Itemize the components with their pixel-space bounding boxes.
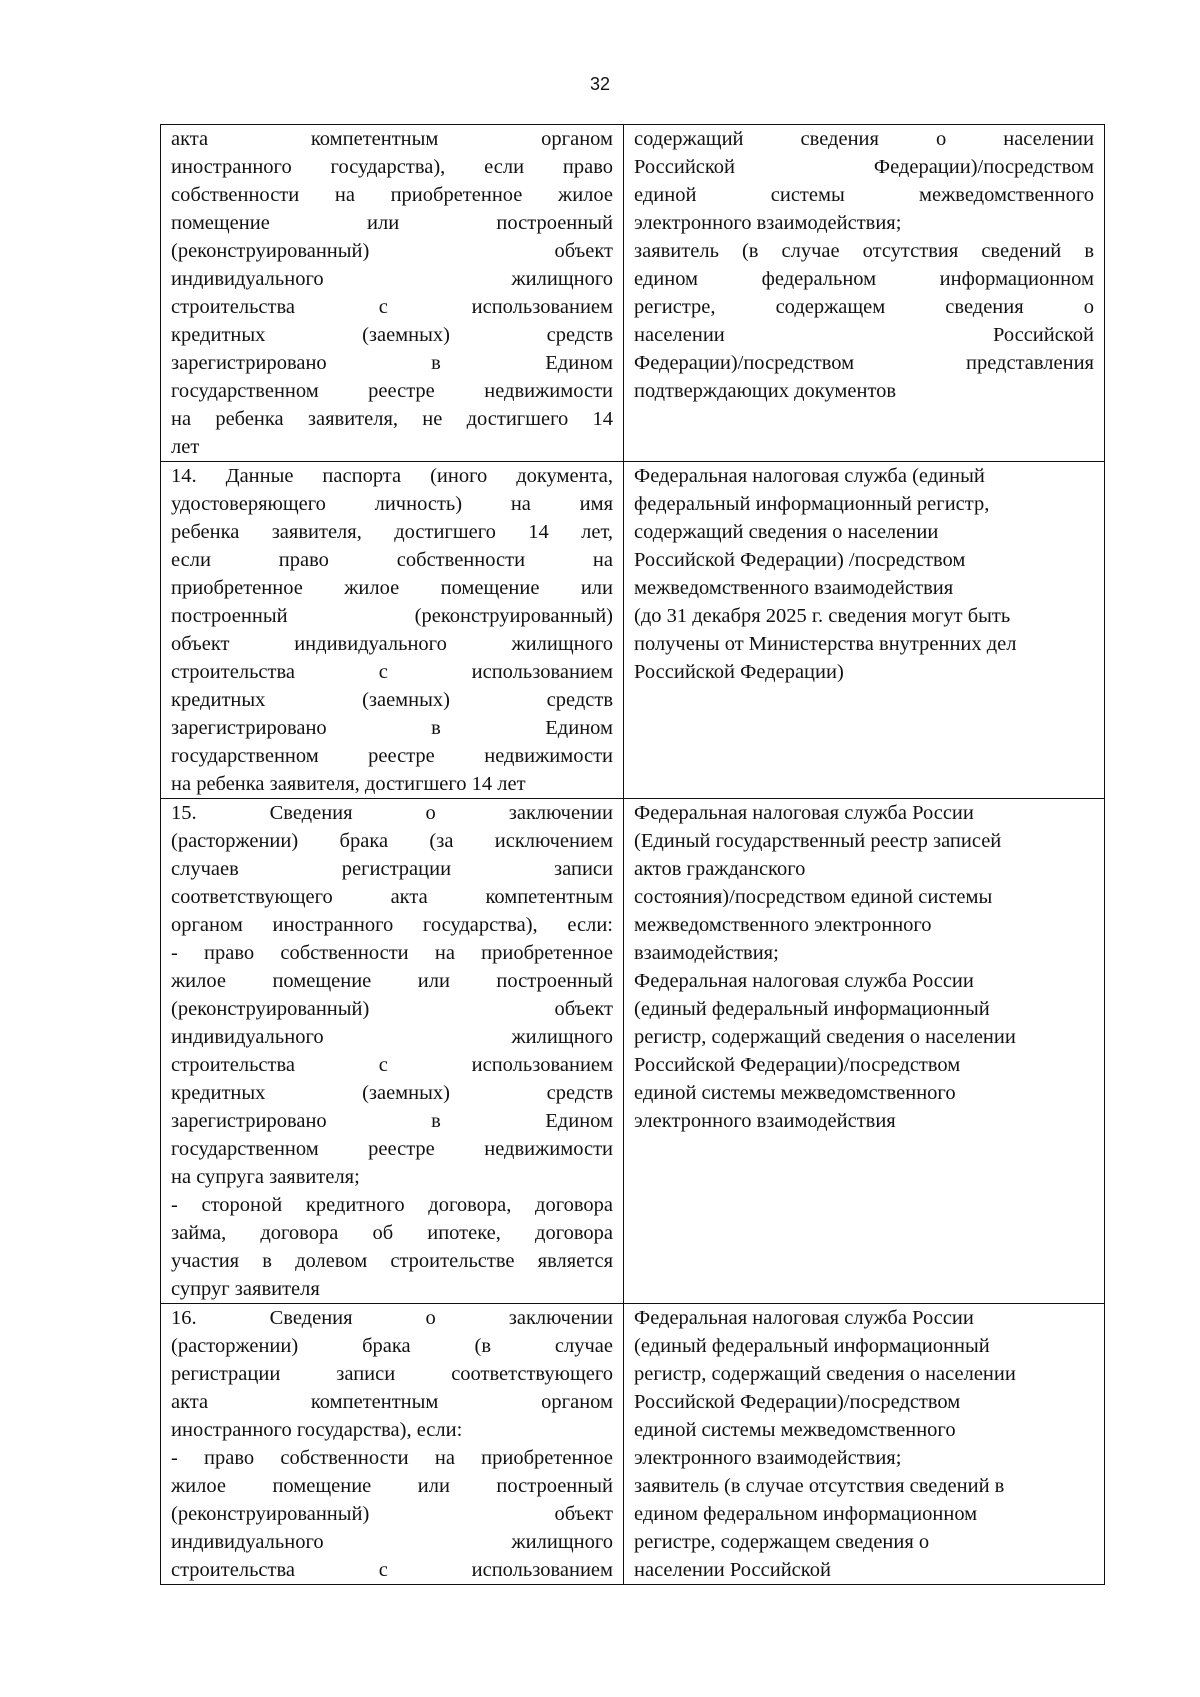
text-line: построенный (реконструированный): [171, 605, 613, 627]
text-line: зарегистрировано в Едином: [171, 352, 613, 374]
text-line: электронного взаимодействия;: [634, 1447, 902, 1469]
text-line: (реконструированный) объект: [171, 998, 613, 1020]
text-line: взаимодействия;: [634, 942, 779, 964]
text-line: (Единый государственный реестр записей: [634, 830, 1002, 852]
text-line: состояния)/посредством единой системы: [634, 886, 993, 908]
text-line: (реконструированный) объект: [171, 240, 613, 262]
text-line: приобретенное жилое помещение или: [171, 577, 613, 599]
text-line: объект индивидуального жилищного: [171, 633, 613, 655]
text-line: кредитных (заемных) средств: [171, 689, 613, 711]
text-line: регистр, содержащий сведения о населении: [634, 1026, 1016, 1048]
text-line: заявитель (в случае отсутствия сведений в: [634, 1475, 1005, 1497]
text-line: зарегистрировано в Едином: [171, 717, 613, 739]
text-line: удостоверяющего личность) на имя: [171, 493, 613, 515]
text-line: кредитных (заемных) средств: [171, 1082, 613, 1104]
text-line: актов гражданского: [634, 858, 806, 880]
text-line: помещение или построенный: [171, 212, 613, 234]
text-line: займа, договора об ипотеке, договора: [171, 1222, 613, 1244]
text-line: - стороной кредитного договора, договора: [171, 1194, 613, 1216]
text-line: подтверждающих документов: [634, 380, 897, 402]
text-line: Федеральная налоговая служба России: [634, 970, 974, 992]
page-number: 32: [589, 74, 611, 94]
text-line: (единый федеральный информационный: [634, 998, 990, 1020]
requirement-cell: [161, 799, 624, 1304]
requirement-cell: [161, 1304, 624, 1585]
text-line: (расторжении) брака (в случае: [171, 1335, 613, 1357]
table-row: [161, 462, 1105, 799]
text-line: едином федеральном информационном: [634, 1503, 978, 1525]
text-line: Российской Федерации)/посредством: [634, 1054, 961, 1076]
text-line: содержащий сведения о населении: [634, 128, 1094, 150]
text-line: государственном реестре недвижимости: [171, 1138, 613, 1160]
text-line: на ребенка заявителя, достигшего 14 лет: [171, 773, 526, 795]
text-line: собственности на приобретенное жилое: [171, 184, 613, 206]
table-row: [161, 125, 1105, 462]
text-line: строительства с использованием: [171, 1559, 613, 1581]
text-line: населении Российской: [634, 324, 1094, 346]
text-line: строительства с использованием: [171, 1054, 613, 1076]
text-line: регистре, содержащем сведения о: [634, 296, 1094, 318]
text-line: (расторжении) брака (за исключением: [171, 830, 613, 852]
text-line: единой системы межведомственного: [634, 1082, 956, 1104]
text-line: населении Российской: [634, 1559, 831, 1581]
text-line: содержащий сведения о населении: [634, 521, 939, 543]
text-line: получены от Министерства внутренних дел: [634, 633, 1017, 655]
text-line: единой системы межведомственного: [634, 1419, 956, 1441]
source-cell: [624, 799, 1105, 1304]
text-line: - право собственности на приобретенное: [171, 1447, 613, 1469]
text-line: строительства с использованием: [171, 661, 613, 683]
text-line: регистрации записи соответствующего: [171, 1363, 613, 1385]
text-line: жилое помещение или построенный: [171, 970, 613, 992]
text-line: (до 31 декабря 2025 г. сведения могут быть: [634, 605, 1011, 627]
table-body: [161, 125, 1105, 1585]
text-line: акта компетентным органом: [171, 1391, 613, 1413]
text-line: Федеральная налоговая служба России: [634, 802, 974, 824]
text-line: электронного взаимодействия;: [634, 212, 902, 234]
document-table: [160, 124, 1105, 1585]
text-line: жилое помещение или построенный: [171, 1475, 613, 1497]
text-line: межведомственного взаимодействия: [634, 577, 954, 599]
text-line: Российской Федерации)/посредством: [634, 1391, 961, 1413]
source-cell: [624, 462, 1105, 799]
text-line: кредитных (заемных) средств: [171, 324, 613, 346]
source-cell: [624, 125, 1105, 462]
text-line: Российской Федерации) /посредством: [634, 549, 966, 571]
text-line: Российской Федерации): [634, 661, 844, 683]
text-line: (единый федеральный информационный: [634, 1335, 990, 1357]
text-line: индивидуального жилищного: [171, 1026, 613, 1048]
text-line: иностранного государства), если право: [171, 156, 613, 178]
text-line: зарегистрировано в Едином: [171, 1110, 613, 1132]
text-line: государственном реестре недвижимости: [171, 380, 613, 402]
text-line: случаев регистрации записи: [171, 858, 613, 880]
text-line: - право собственности на приобретенное: [171, 942, 613, 964]
text-line: регистре, содержащем сведения о: [634, 1531, 930, 1553]
text-line: межведомственного электронного: [634, 914, 932, 936]
text-line: супруг заявителя: [171, 1278, 320, 1300]
text-line: (реконструированный) объект: [171, 1503, 613, 1525]
text-line: индивидуального жилищного: [171, 268, 613, 290]
text-line: на супруга заявителя;: [171, 1166, 360, 1188]
text-line: индивидуального жилищного: [171, 1531, 613, 1553]
requirement-cell: [161, 125, 624, 462]
text-line: иностранного государства), если:: [171, 1419, 463, 1441]
text-line: федеральный информационный регистр,: [634, 493, 990, 515]
text-line: ребенка заявителя, достигшего 14 лет,: [171, 521, 613, 543]
text-line: органом иностранного государства), если:: [171, 914, 613, 936]
text-line: 15. Сведения о заключении: [171, 802, 613, 824]
text-line: 14. Данные паспорта (иного документа,: [171, 465, 613, 487]
text-line: 16. Сведения о заключении: [171, 1307, 613, 1329]
text-line: акта компетентным органом: [171, 128, 613, 150]
requirement-cell: [161, 462, 624, 799]
text-line: едином федеральном информационном: [634, 268, 1094, 290]
text-line: на ребенка заявителя, не достигшего 14: [171, 408, 613, 430]
text-line: лет: [171, 436, 200, 458]
text-line: Федеральная налоговая служба (единый: [634, 465, 985, 487]
text-line: Федерации)/посредством представления: [634, 352, 1094, 374]
source-cell: [624, 1304, 1105, 1585]
text-line: участия в долевом строительстве является: [171, 1250, 613, 1272]
text-line: электронного взаимодействия: [634, 1110, 896, 1132]
text-line: заявитель (в случае отсутствия сведений в: [634, 240, 1094, 262]
text-line: Российской Федерации)/посредством: [634, 156, 1094, 178]
table-row: [161, 1304, 1105, 1585]
text-line: регистр, содержащий сведения о населении: [634, 1363, 1016, 1385]
text-line: соответствующего акта компетентным: [171, 886, 613, 908]
text-line: строительства с использованием: [171, 296, 613, 318]
table-row: [161, 799, 1105, 1304]
text-line: единой системы межведомственного: [634, 184, 1094, 206]
text-line: если право собственности на: [171, 549, 613, 571]
text-line: государственном реестре недвижимости: [171, 745, 613, 767]
text-line: Федеральная налоговая служба России: [634, 1307, 974, 1329]
